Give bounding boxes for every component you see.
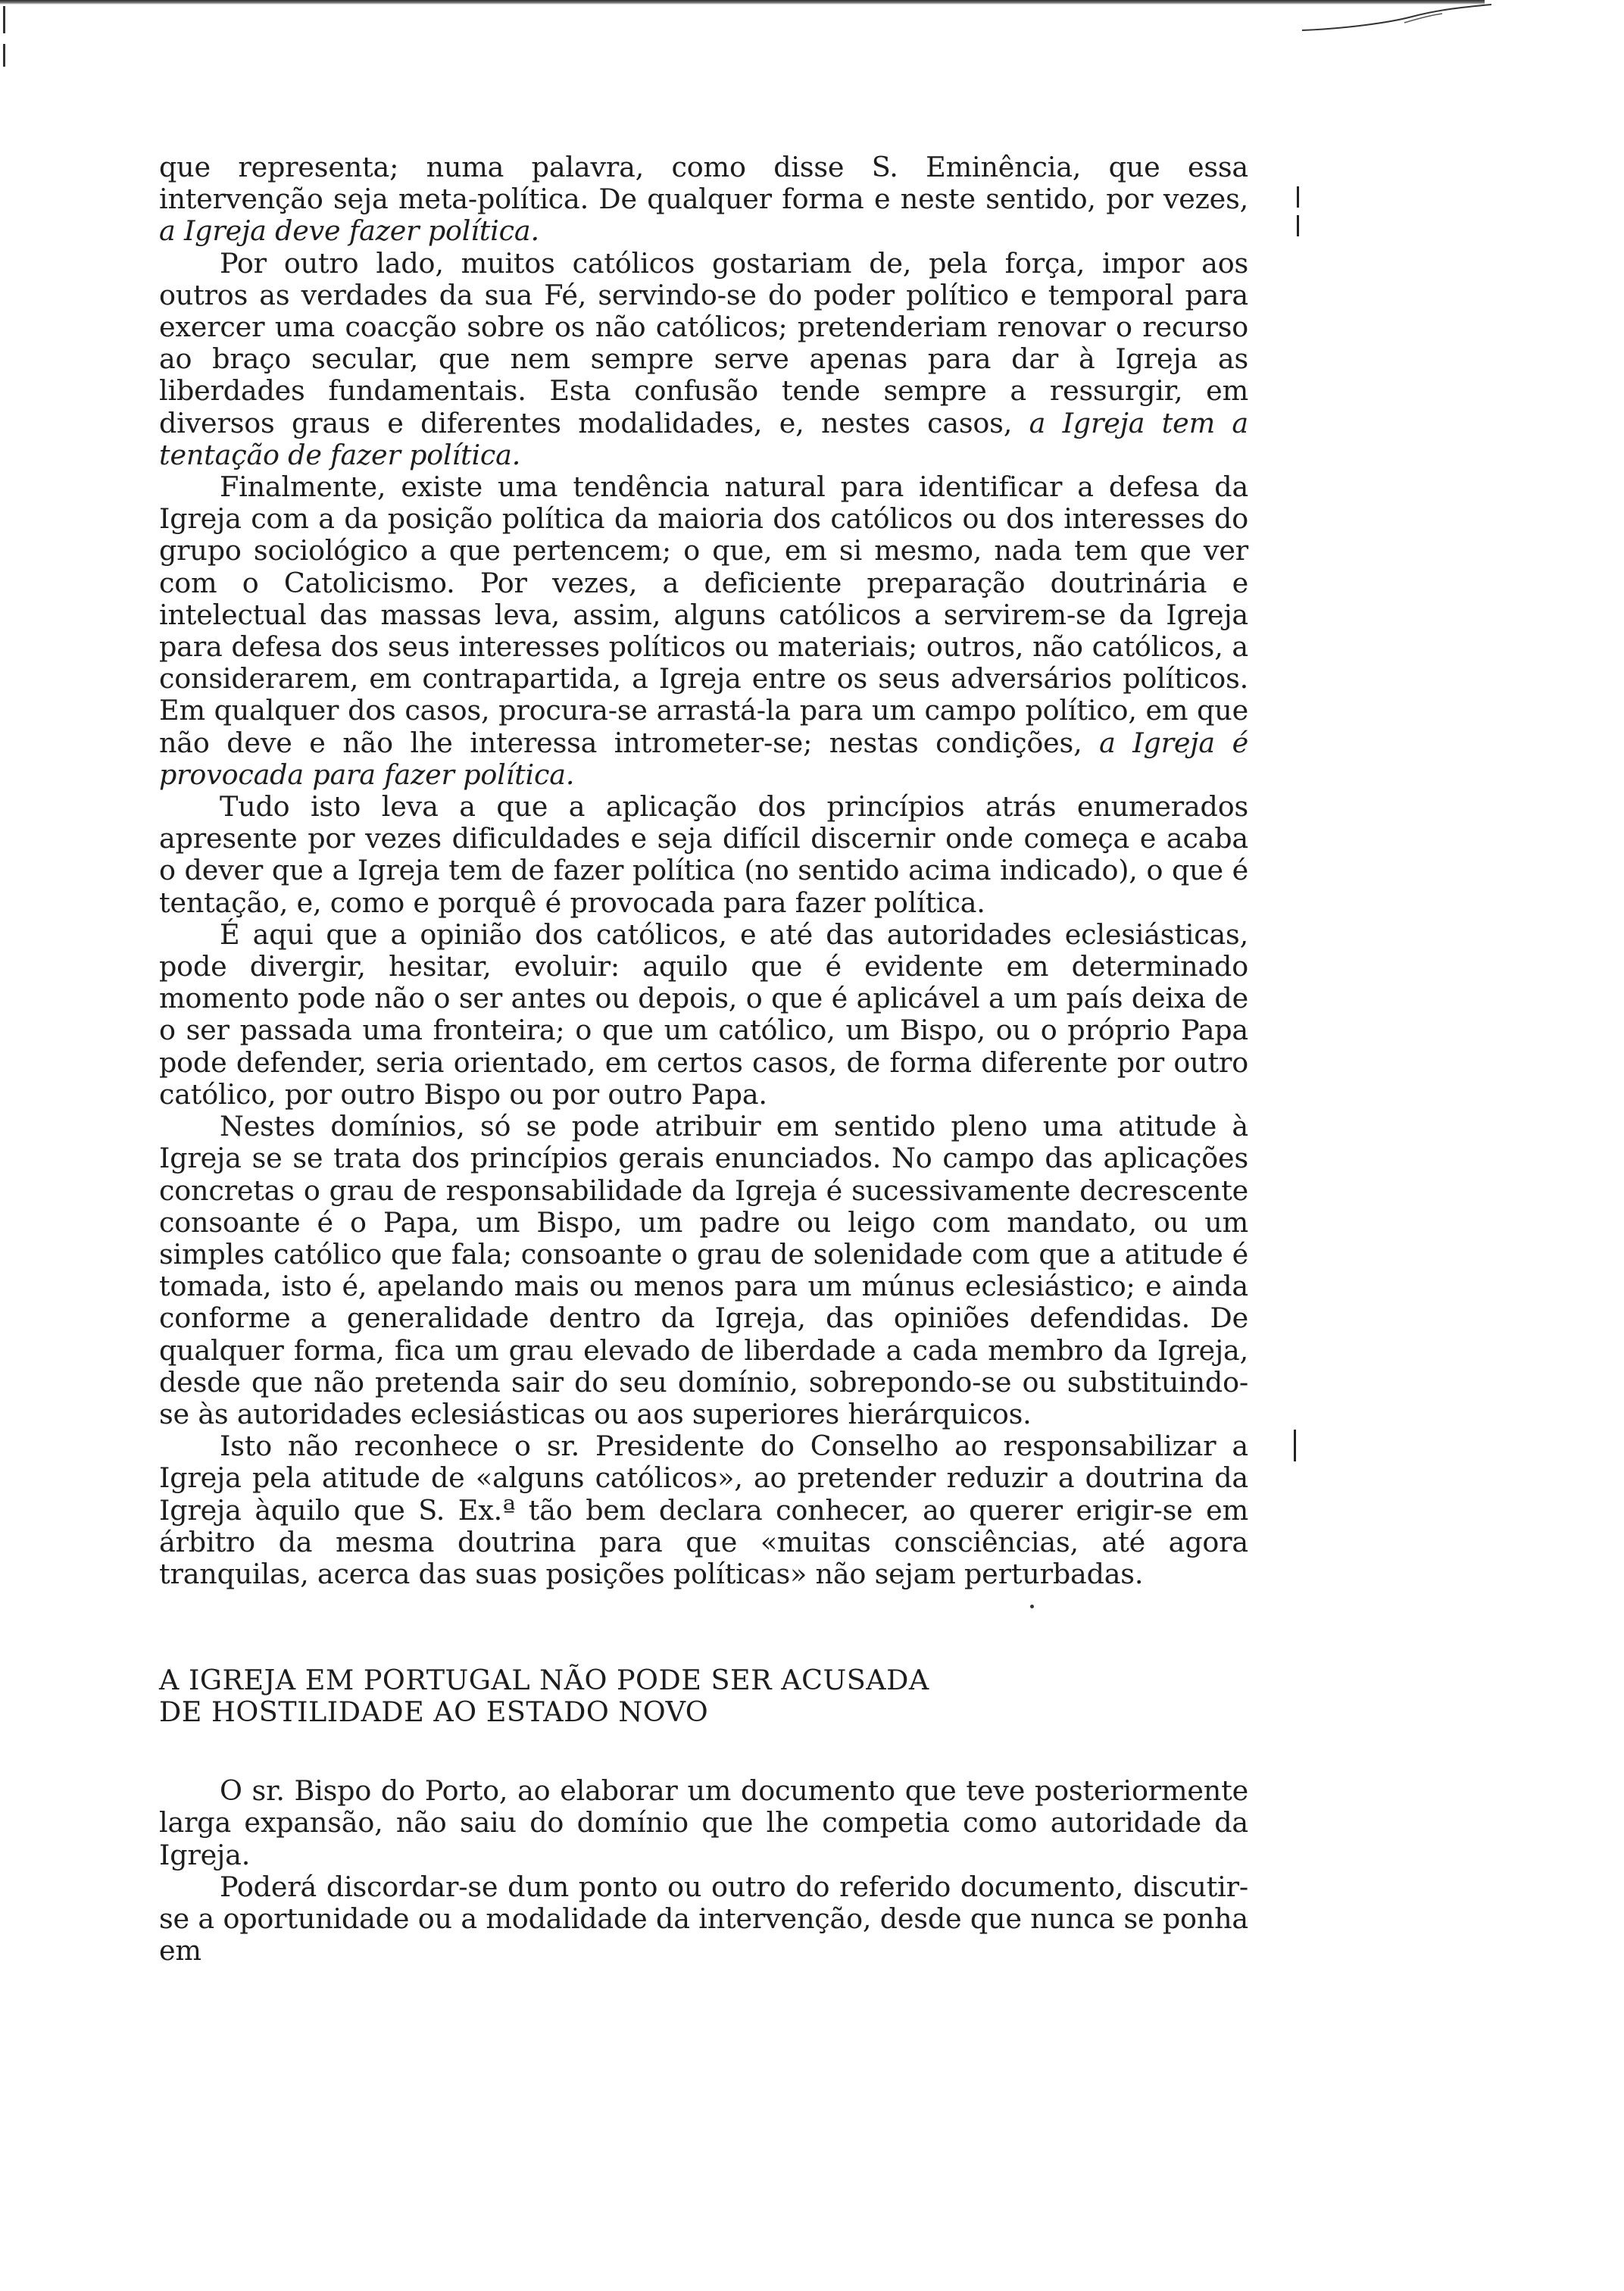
- scan-left-edge-mark: [3, 44, 5, 67]
- paragraph: [159, 1430, 1248, 1590]
- italic-phrase: a Igreja tem a tentação de fazer política.: [159, 406, 1248, 471]
- scan-top-edge: [0, 0, 1485, 5]
- paragraph: [159, 791, 1248, 919]
- text-run: É aqui que a opinião dos católicos, e até das autoridades eclesiásticas, pode divergir, hesitar, evoluir: aquilo que é evidente em determinado momento pode não o ser antes ou depois, o que é aplicável a um país deixa de o ser passada uma fronteira; o que um católico, um Bispo, ou o próprio Papa pode defender, seria orientado, em certos casos, de forma diferente por outro católico, por outro Bispo ou por outro Papa.: [159, 917, 1248, 1111]
- paragraph: [159, 471, 1248, 791]
- section-heading-line-2: DE HOSTILIDADE AO ESTADO NOVO: [159, 1696, 709, 1729]
- paragraph: [159, 1871, 1248, 1968]
- text-run: Por outro lado, muitos católicos gostariam de, pela força, impor aos outros as verdades da sua Fé, servindo-se do poder político e temporal para exercer uma coacção sobre os não católicos; pretenderiam renovar o recurso ao braço secular, que nem sempre serve apenas para dar à Igreja as liberdades fundamentais. Esta confusão tende sempre a ressurgir, em diversos graus e diferentes modalidades, e, nestes casos,: [159, 246, 1248, 439]
- margin-pencil-mark: [1294, 1430, 1296, 1461]
- section-heading: [159, 1664, 1248, 1728]
- italic-phrase: a Igreja é provocada para fazer política.: [159, 726, 1248, 791]
- body-text-bottom: [159, 1775, 1248, 1967]
- paragraph: [159, 152, 1248, 248]
- text-run: Nestes domínios, só se pode atribuir em sentido pleno uma atitude à Igreja se se trata dos princípios gerais enunciados. No campo das aplicações concretas o grau de responsabilidade da Igreja é sucessivamente decrescente consoante é o Papa, um Bispo, um padre ou leigo com mandato, ou um simples católico que fala; consoante o grau de solenidade com que a atitude é tomada, isto é, apelando mais ou menos para um múnus eclesiástico; e ainda conforme a generalidade dentro da Igreja, das opiniões defendidas. De qualquer forma, fica um grau elevado de liberdade a cada membro da Igreja, desde que não pretenda sair do seu domínio, sobrepondo-se ou substituindo-se às autoridades eclesiásticas ou aos superiores hierárquicos.: [159, 1110, 1248, 1430]
- text-run: Poderá discordar-se dum ponto ou outro do referido documento, discutir-se a oportunidade ou a modalidade da intervenção, desde que nunca se ponha em: [159, 1870, 1248, 1968]
- scan-scribble-mark: [1298, 0, 1495, 45]
- body-text-top: [159, 152, 1248, 1590]
- italic-phrase: a Igreja deve fazer política.: [159, 214, 539, 248]
- paragraph: [159, 919, 1248, 1111]
- margin-pencil-mark: [1297, 215, 1299, 236]
- text-run: O sr. Bispo do Porto, ao elaborar um documento que teve posteriormente larga expansão, não saiu do domínio que lhe competia como autoridade da Igreja.: [159, 1774, 1248, 1871]
- text-run: Finalmente, existe uma tendência natural para identificar a defesa da Igreja com a da posição política da maioria dos católicos ou dos interesses do grupo sociológico a que pertencem; o que, em si mesmo, nada tem que ver com o Catolicismo. Por vezes, a deficiente preparação doutrinária e intelectual das massas leva, assim, alguns católicos a servirem-se da Igreja para defesa dos seus interesses políticos ou materiais; outros, não católicos, a considerarem, em contrapartida, a Igreja entre os seus adversários políticos. Em qualquer dos casos, procura-se arrastá-la para um campo político, em que não deve e não lhe interessa intrometer-se; nestas condições,: [159, 470, 1248, 759]
- paragraph: [159, 1111, 1248, 1430]
- scan-left-edge-mark: [3, 6, 5, 33]
- section-heading-line-1: A IGREJA EM PORTUGAL NÃO PODE SER ACUSADA: [159, 1664, 929, 1697]
- text-run: Tudo isto leva a que a aplicação dos princípios atrás enumerados apresente por vezes dificuldades e seja difícil discernir onde começa e acaba o dever que a Igreja tem de fazer política (no sentido acima indicado), o que é tentação, e, como e porquê é provocada para fazer política.: [159, 790, 1248, 919]
- paragraph: [159, 1775, 1248, 1871]
- text-run: que representa; numa palavra, como disse S. Eminência, que essa intervenção seja meta-política. De qualquer forma e neste sentido, por vezes,: [159, 151, 1248, 216]
- document-page: [159, 152, 1248, 1967]
- paragraph: [159, 248, 1248, 471]
- margin-pencil-mark: [1297, 186, 1299, 208]
- text-run: Isto não reconhece o sr. Presidente do Conselho ao responsabilizar a Igreja pela atitude de «alguns católicos», ao pretender reduzir a doutrina da Igreja àquilo que S. Ex.ª tão bem declara conhecer, ao querer erigir-se em árbitro da mesma doutrina para que «muitas consciências, até agora tranquilas, acerca das suas posições políticas» não sejam perturbadas.: [159, 1430, 1248, 1590]
